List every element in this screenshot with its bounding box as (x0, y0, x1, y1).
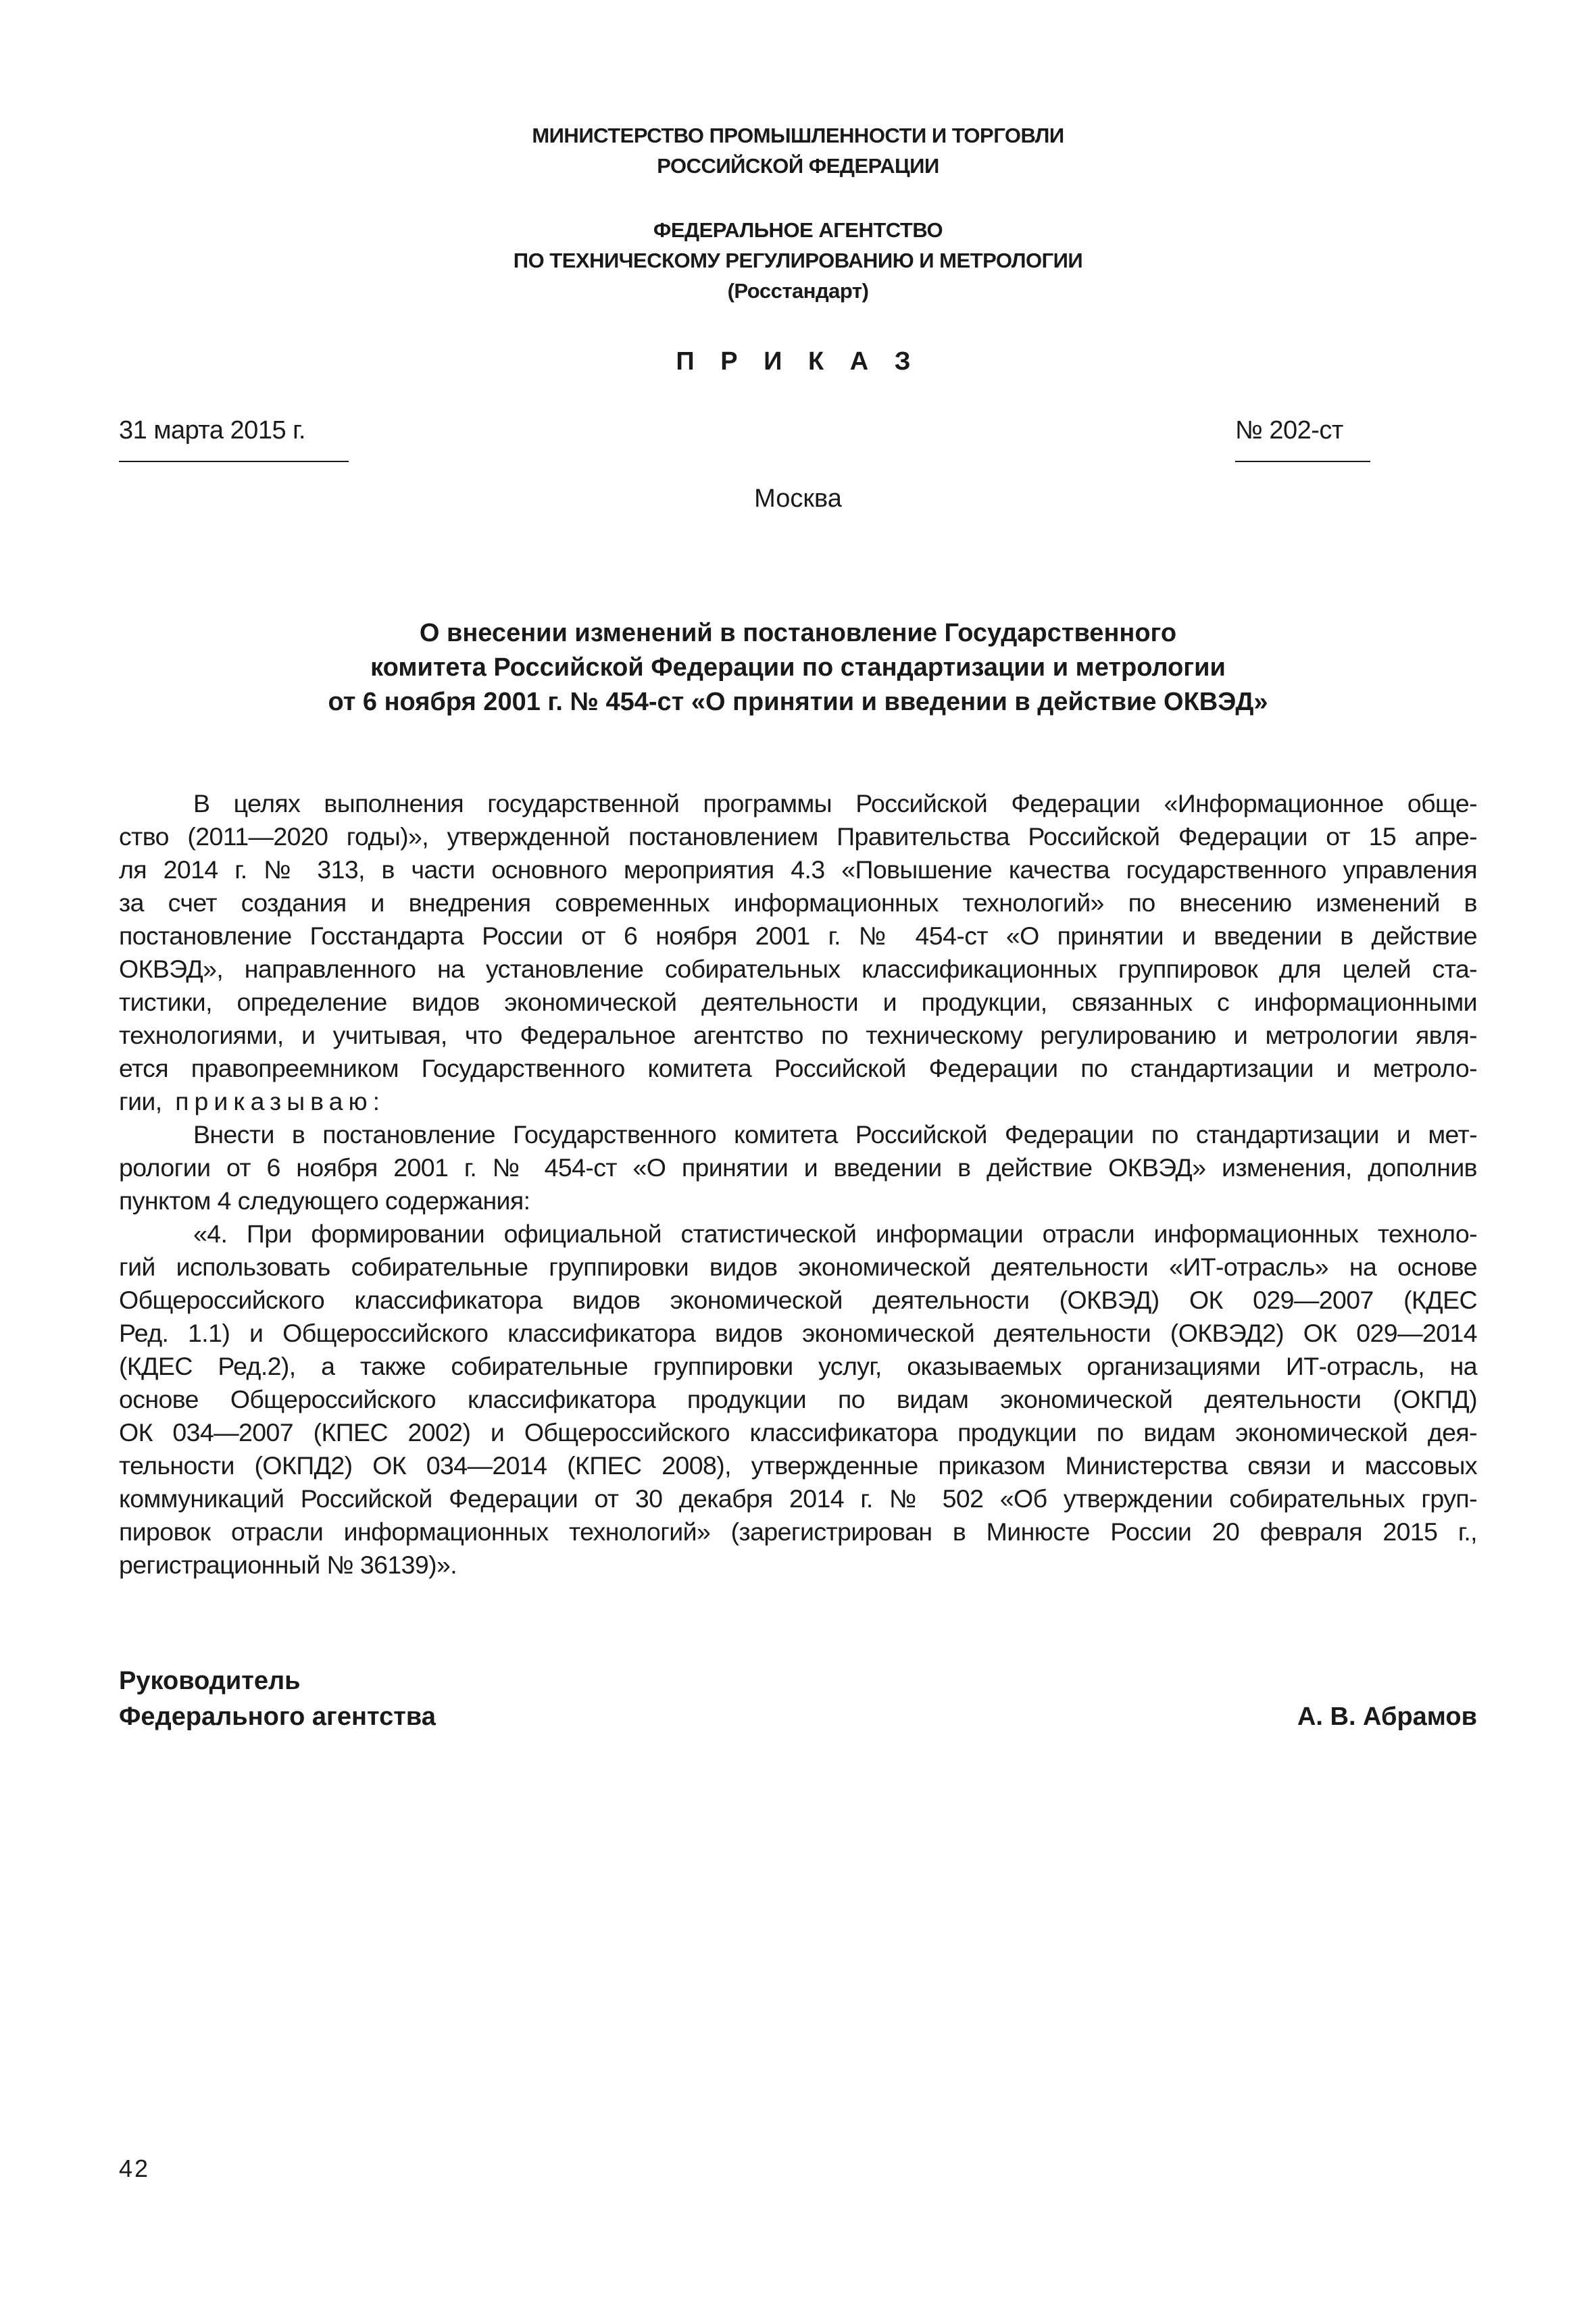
body-line: регистрационный № 36139)». (119, 1551, 457, 1579)
body-line: ство (2011—2020 годы)», утвержденной постановлением Правительства Российской Федерации от 15 апре- (119, 822, 1477, 851)
body-line: постановление Госстандарта России от 6 ноября 2001 г. № 454-ст «О принятии и введении в действие (119, 922, 1477, 950)
body-line: (КДЕС Ред.2), а также собирательные группировки услуг, оказываемых организациями ИТ-отрасль, на (119, 1352, 1477, 1380)
body-line: тистики, определение видов экономической деятельности и продукции, связанных с информационными (119, 988, 1477, 1016)
page-number: 42 (119, 2155, 151, 2182)
body-line-order-clause (119, 1085, 1477, 1118)
title-line: комитета Российской Федерации по стандартизации и метрологии (370, 653, 1226, 682)
order-clause-word: приказываю (175, 1087, 373, 1115)
agency-short-name: (Росстандарт) (727, 279, 869, 303)
body-line: рологии от 6 ноября 2001 г. № 454-ст «О принятии и введении в действие ОКВЭД» изменения, дополнив (119, 1153, 1477, 1182)
agency-line-2: ПО ТЕХНИЧЕСКОМУ РЕГУЛИРОВАНИЮ И МЕТРОЛОГИИ (513, 249, 1083, 272)
body-line: основе Общероссийского классификатора продукции по видам экономической деятельности (ОКПД) (119, 1385, 1477, 1413)
order-date: 31 марта 2015 г. (119, 413, 349, 462)
body-line: В целях выполнения государственной программы Российской Федерации «Информационное обще- (193, 789, 1477, 818)
document-title (0, 616, 1596, 720)
body-line: коммуникаций Российской Федерации от 30 декабря 2014 г. № 502 «Об утверждении собирательных груп- (119, 1484, 1477, 1513)
document-type: П Р И К А З (676, 347, 920, 376)
title-line: О внесении изменений в постановление Государственного (419, 619, 1177, 647)
order-clause-prefix: гии, (119, 1087, 162, 1115)
ministry-line-2: РОССИЙСКОЙ ФЕДЕРАЦИИ (657, 154, 939, 178)
city: Москва (754, 484, 842, 513)
order-number: № 202-ст (1235, 413, 1370, 462)
signatory-name: А. В. Абрамов (1297, 1703, 1477, 1731)
body-line: ОКВЭД», направленного на установление собирательных классификационных группировок для целей ста- (119, 955, 1477, 983)
body-line: пировок отрасли информационных технологий» (зарегистрирован в Минюсте России 20 февраля 2015 г., (119, 1517, 1477, 1546)
ministry-header (0, 120, 1596, 181)
body-line: гий использовать собирательные группировки видов экономической деятельности «ИТ-отрасль» на основе (119, 1253, 1477, 1281)
signature-position-line-2: Федерального агентства (119, 1703, 436, 1731)
body-line: пунктом 4 следующего содержания: (119, 1186, 530, 1215)
body-line: ется правопреемником Государственного комитета Российской Федерации по стандартизации и метроло- (119, 1054, 1477, 1082)
agency-header (0, 215, 1596, 306)
signature-position (119, 1663, 1477, 1735)
ministry-line-1: МИНИСТЕРСТВО ПРОМЫШЛЕННОСТИ И ТОРГОВЛИ (532, 124, 1064, 147)
title-line: от 6 ноября 2001 г. № 454-ст «О принятии и введении в действие ОКВЭД» (328, 688, 1268, 716)
agency-line-1: ФЕДЕРАЛЬНОЕ АГЕНТСТВО (653, 218, 943, 242)
body-line: за счет создания и внедрения современных информационных технологий» по внесению изменений в (119, 888, 1477, 917)
body-line: Общероссийского классификатора видов экономической деятельности (ОКВЭД) ОК 029—2007 (КДЕС (119, 1286, 1477, 1314)
body-line: Ред. 1.1) и Общероссийского классификатора видов экономической деятельности (ОКВЭД2) ОК 029—2014 (119, 1319, 1477, 1347)
document-body (119, 787, 1477, 1582)
body-line: технологиями, и учитывая, что Федеральное агентство по техническому регулированию и метрологии явля- (119, 1021, 1477, 1049)
body-line: «4. При формировании официальной статистической информации отрасли информационных техноло- (193, 1219, 1477, 1248)
body-line: ОК 034—2007 (КПЕС 2002) и Общероссийского классификатора продукции по видам экономической дея- (119, 1418, 1477, 1447)
signature-position-line-1: Руководитель (119, 1667, 301, 1695)
body-line: тельности (ОКПД2) ОК 034—2014 (КПЕС 2008), утвержденные приказом Министерства связи и массовых (119, 1451, 1477, 1480)
body-line: Внести в постановление Государственного комитета Российской Федерации по стандартизации и мет- (193, 1120, 1477, 1149)
body-line: ля 2014 г. № 313, в части основного мероприятия 4.3 «Повышение качества государственного управления (119, 855, 1477, 884)
order-clause-suffix: : (372, 1087, 380, 1115)
